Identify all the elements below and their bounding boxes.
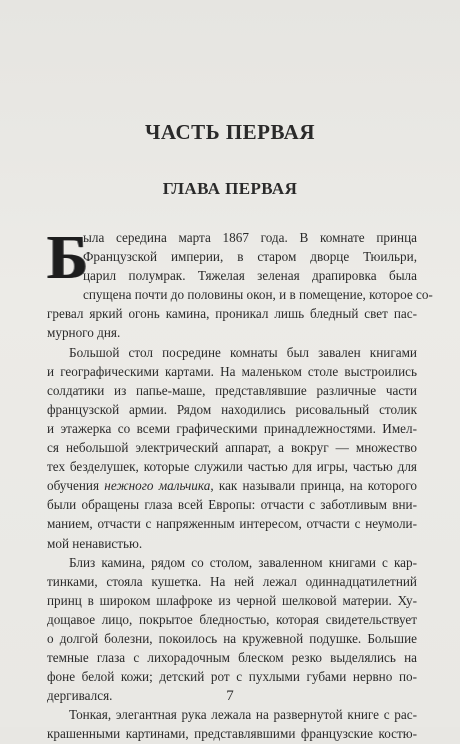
text-line: гревал яркий огонь камина, проникал лишь бледный свет пас-: [47, 306, 417, 322]
text-line: французской армии. Рядом находились рисовальный столик: [47, 401, 417, 417]
text-line: царил полумрак. Тяжелая зеленая драпировка была: [83, 268, 417, 284]
text-line: были обращены глаза всей Европы: отчасти с заботливым вни-: [47, 497, 417, 513]
text-line: принц в широком шлафроке из черной шелковой материи. Ху-: [47, 592, 417, 608]
text-line: тинками, стояла кушетка. На ней лежал одиннадцатилетний: [47, 573, 417, 589]
text-line: мурного дня.: [47, 325, 121, 341]
text-line: ся небольшой электрический аппарат, а вокруг — множество: [47, 440, 417, 456]
text-line: Французской империи, в старом дворце Тюильри,: [83, 249, 417, 265]
text-line: и этажерка со всеми графическими принадлежностями. Имел-: [47, 420, 417, 436]
paragraph-3: [47, 553, 417, 706]
text-line: манием, отчасти с напряженным интересом, отчасти с неумоли-: [47, 516, 417, 532]
text-line: тех безделушек, которые служили частью для игры, частью для: [47, 459, 417, 475]
text-line: и географическими картами. На маленьком столе выстроились: [47, 363, 417, 379]
paragraph-2: [47, 343, 417, 553]
paragraph-1: [47, 224, 433, 343]
text-line: ыла середина марта 1867 года. В комнате принца: [83, 230, 417, 245]
part-title: ЧАСТЬ ПЕРВАЯ: [144, 120, 316, 144]
text-line: Большой стол посредине комнаты был завален книгами: [69, 344, 417, 360]
chapter-title: ГЛАВА ПЕРВАЯ: [162, 179, 298, 198]
page-number: 7: [226, 688, 234, 704]
text-line: о долгой болезни, покоилось на кружевной подушке. Большие: [47, 630, 417, 646]
text-line: крашенными картинами, представлявшими французские костю-: [47, 726, 417, 742]
paragraph-4: [47, 705, 417, 743]
text-line: Близ камина, рядом со столом, заваленном книгами с кар-: [69, 554, 417, 570]
text-line: Тонкая, элегантная рука лежала на развернутой книге с рас-: [69, 707, 417, 723]
italic-phrase: нежного мальчика: [104, 478, 211, 494]
body-text: [47, 224, 433, 744]
text-line: дощавое лицо, покрытое бледностью, которая свидетельствует: [47, 611, 417, 627]
text-line: темные глаза с лихорадочным блеском резко выделялись на: [47, 650, 417, 666]
text-line: солдатики из папье-маше, представлявшие различные части: [47, 382, 417, 398]
text-line-italic: обучения нежного мальчика, как называли принца, на которого: [47, 478, 417, 494]
drop-cap-letter: Б: [47, 224, 88, 292]
text-line: спущена почти до половины окон, и в помещение, которое со-: [83, 287, 433, 303]
text-line: мой ненавистью.: [47, 535, 143, 551]
text-line: фоне белой кожи; детский рот с пухлыми губами нервно по-: [47, 669, 417, 685]
text-line: дергивался.: [47, 688, 113, 704]
